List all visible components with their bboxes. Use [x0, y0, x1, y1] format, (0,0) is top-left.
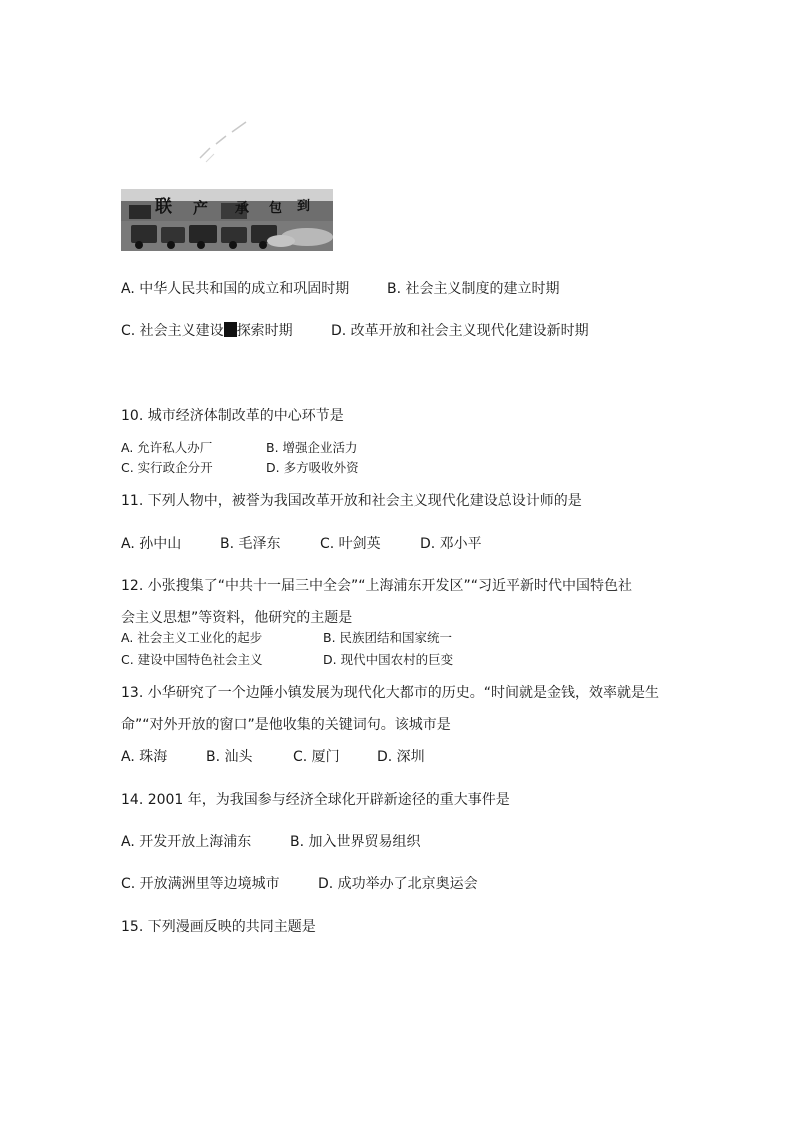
q9-option-c — [121, 322, 293, 340]
q11-stem: 11. 下列人物中，被誉为我国改革开放和社会主义现代化建设总设计师的是 — [121, 493, 582, 509]
q9-option-b: B. 社会主义制度的建立时期 — [387, 281, 560, 297]
photo-caption-char: 包 — [269, 201, 283, 216]
historical-photo-tractors — [121, 189, 333, 251]
scan-artifact — [196, 118, 256, 164]
q11-option-c: C. 叶剑英 — [320, 536, 381, 552]
redaction-block — [224, 322, 237, 337]
q14-option-d: D. 成功举办了北京奥运会 — [318, 876, 478, 892]
q12-stem-line2: 会主义思想”等资料，他研究的主题是 — [121, 610, 353, 626]
q9-option-c-prefix: C. 社会主义建设 — [121, 323, 224, 339]
q15-stem: 15. 下列漫画反映的共同主题是 — [121, 919, 316, 935]
q11-option-b: B. 毛泽东 — [220, 536, 281, 552]
q14-option-b: B. 加入世界贸易组织 — [290, 834, 421, 850]
photo-caption-char: 产 — [193, 199, 209, 217]
q13-option-d: D. 深圳 — [377, 749, 425, 765]
q13-option-b: B. 汕头 — [206, 749, 253, 765]
q10-option-b: B. 增强企业活力 — [266, 440, 358, 455]
photo-caption-char: 承 — [235, 201, 249, 217]
q10-option-d: D. 多方吸收外资 — [266, 460, 359, 475]
q10-option-a: A. 允许私人办厂 — [121, 440, 213, 455]
q14-stem: 14. 2001 年，为我国参与经济全球化开辟新途径的重大事件是 — [121, 792, 510, 808]
q10-option-c: C. 实行政企分开 — [121, 460, 213, 475]
q12-option-d: D. 现代中国农村的巨变 — [323, 652, 454, 667]
q14-option-a: A. 开发开放上海浦东 — [121, 834, 252, 850]
q10-stem: 10. 城市经济体制改革的中心环节是 — [121, 408, 344, 424]
q12-stem-line1: 12. 小张搜集了“中共十一届三中全会”“上海浦东开发区”“习近平新时代中国特色社 — [121, 578, 632, 594]
q13-option-c: C. 厦门 — [293, 749, 340, 765]
q12-option-c: C. 建设中国特色社会主义 — [121, 652, 263, 667]
q9-option-d: D. 改革开放和社会主义现代化建设新时期 — [331, 323, 589, 339]
q11-option-d: D. 邓小平 — [420, 536, 482, 552]
photo-caption-char: 联 — [155, 197, 172, 217]
q12-option-a: A. 社会主义工业化的起步 — [121, 630, 263, 645]
q9-option-c-suffix: 探索时期 — [236, 323, 293, 339]
q13-stem-line2: 命”“对外开放的窗口”是他收集的关键词句。该城市是 — [121, 717, 451, 733]
q9-option-a: A. 中华人民共和国的成立和巩固时期 — [121, 281, 350, 297]
photo-caption-char: 到 — [297, 199, 311, 214]
q13-stem-line1: 13. 小华研究了一个边陲小镇发展为现代化大都市的历史。“时间就是金钱，效率就是生 — [121, 685, 659, 701]
q12-option-b: B. 民族团结和国家统一 — [323, 630, 453, 645]
q11-option-a: A. 孙中山 — [121, 536, 182, 552]
q14-option-c: C. 开放满洲里等边境城市 — [121, 876, 280, 892]
q13-option-a: A. 珠海 — [121, 749, 168, 765]
